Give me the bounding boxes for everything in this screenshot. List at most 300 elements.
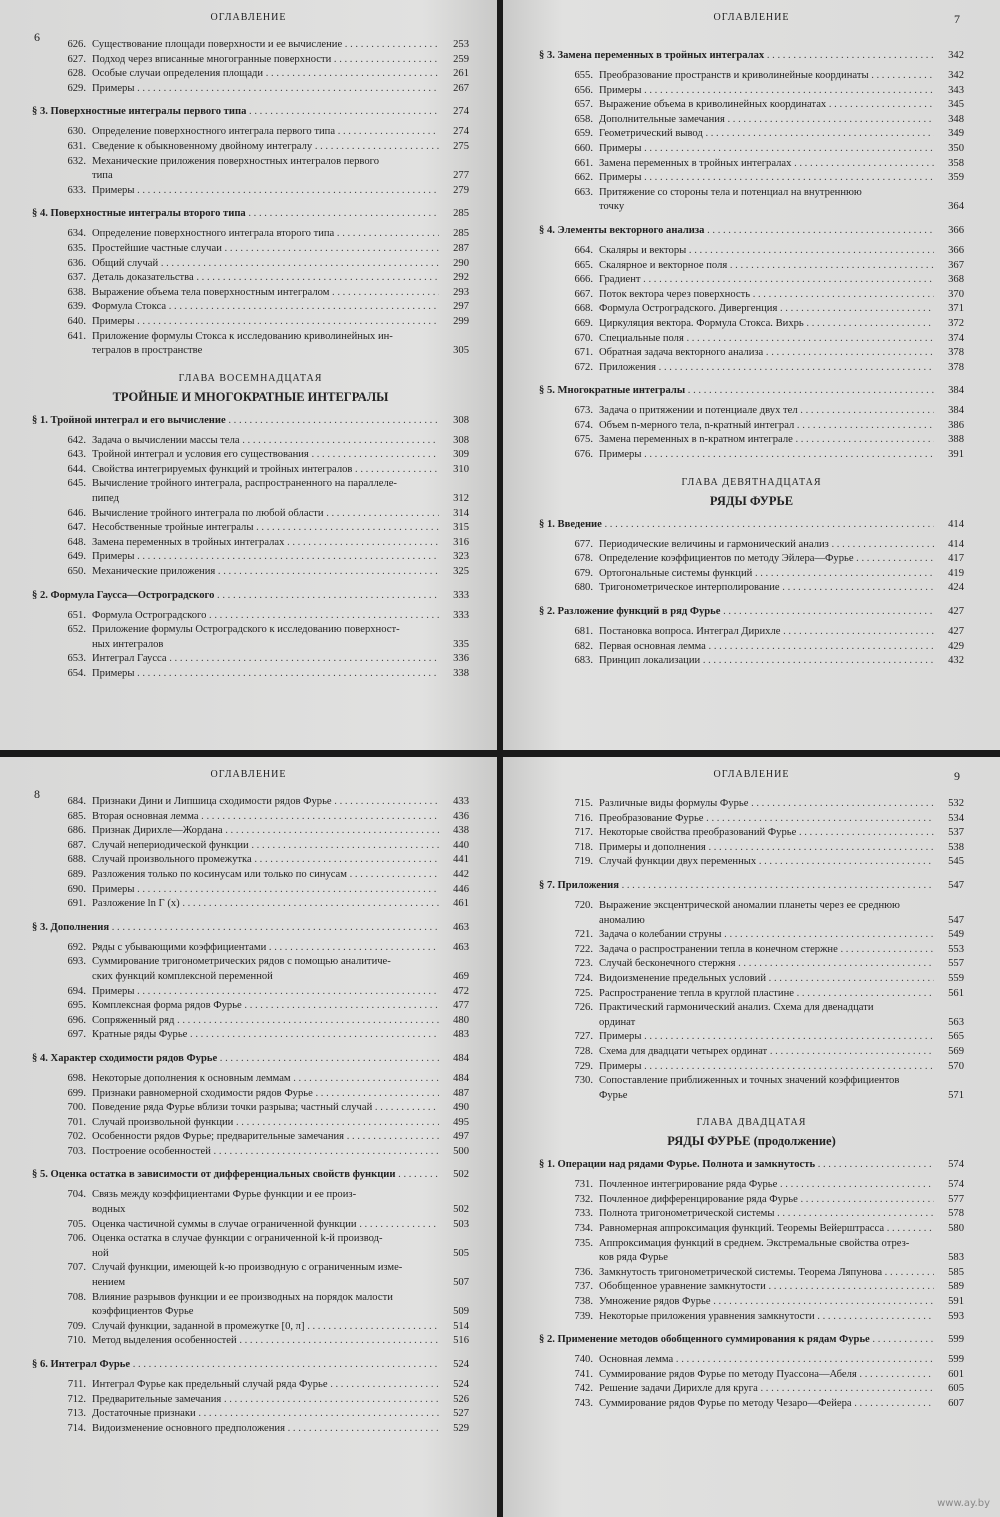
- item-number: 727.: [574, 1031, 593, 1043]
- item-number: 729.: [574, 1060, 593, 1072]
- item-title: Кратные ряды Фурье . . .: [92, 1028, 439, 1043]
- item-number: 661.: [574, 157, 593, 169]
- item-page-number: 359: [948, 172, 964, 184]
- toc-item: [32, 227, 469, 242]
- item-page-number: 549: [948, 929, 964, 941]
- toc-item: [32, 53, 469, 68]
- item-page-number: 500: [453, 1145, 469, 1157]
- item-page-number: 292: [453, 272, 469, 284]
- item-number: 737.: [574, 1281, 593, 1293]
- item-number: 715.: [574, 798, 593, 809]
- toc-item: [539, 1001, 964, 1016]
- item-number: 674.: [574, 419, 593, 431]
- item-page-number: 287: [453, 242, 469, 254]
- item-number: 638.: [67, 286, 86, 298]
- toc-item: [32, 271, 469, 286]
- item-page-number: 574: [948, 1179, 964, 1191]
- item-page-number: 336: [453, 653, 469, 665]
- item-page-number: 578: [948, 1208, 964, 1220]
- item-page-number: 507: [453, 1277, 469, 1289]
- item-title: Достаточные признаки . . .: [92, 1407, 439, 1422]
- page-number: 9: [954, 769, 960, 783]
- item-page-number: 461: [453, 898, 469, 910]
- item-number: 631.: [67, 140, 86, 152]
- toc-item: [539, 625, 964, 640]
- toc-item: [539, 1193, 964, 1208]
- toc-item: [539, 957, 964, 972]
- item-number: 673.: [574, 405, 593, 417]
- item-title: аномалию: [599, 914, 645, 926]
- item-page-number: 310: [453, 463, 469, 475]
- item-number: 706.: [67, 1233, 86, 1245]
- toc-section-heading: [539, 879, 964, 893]
- toc-item-continuation: [32, 169, 469, 184]
- item-title: Примеры . . .: [92, 883, 439, 898]
- item-number: 695.: [67, 1000, 86, 1012]
- section-title: § 4. Характер сходимости рядов Фурье . . .: [32, 1052, 439, 1066]
- item-page-number: 599: [948, 1354, 964, 1366]
- item-number: 644.: [67, 463, 86, 475]
- item-title: Механические приложения . . .: [92, 565, 439, 580]
- item-number: 637.: [67, 272, 86, 284]
- section-title: § 3. Поверхностные интегралы первого типа . . .: [32, 105, 439, 119]
- item-number: 731.: [574, 1179, 593, 1191]
- section-title: § 2. Разложение функций в ряд Фурье . . .: [539, 605, 934, 619]
- item-title: Определение поверхностного интеграла первого типа . . .: [92, 125, 439, 140]
- item-number: 713.: [67, 1408, 86, 1420]
- toc-item: [32, 330, 469, 345]
- top-spread: [0, 0, 1000, 750]
- item-title: Основная лемма . . .: [599, 1353, 934, 1368]
- item-number: 701.: [67, 1116, 86, 1128]
- toc-item: [32, 853, 469, 868]
- item-page-number: 368: [948, 274, 964, 286]
- section-title: § 2. Применение методов обобщенного суммирования к рядам Фурье . . .: [539, 1333, 934, 1347]
- item-number: 696.: [67, 1014, 86, 1026]
- item-page-number: 505: [453, 1247, 469, 1259]
- item-title: Ортогональные системы функций . . .: [599, 567, 934, 582]
- toc-item: [32, 652, 469, 667]
- item-number: 705.: [67, 1218, 86, 1230]
- toc-item: [539, 171, 964, 186]
- item-title: Циркуляция вектора. Формула Стокса. Вихрь . . .: [599, 317, 934, 332]
- toc-item: [32, 1261, 469, 1276]
- item-number: 722.: [574, 943, 593, 955]
- item-title: Замена переменных в тройных интегралах . . .: [92, 536, 439, 551]
- item-number: 742.: [574, 1383, 593, 1395]
- toc-item: [32, 155, 469, 170]
- item-title: Приложение формулы Стокса к исследованию криволинейных ин-: [92, 330, 393, 342]
- toc-item: [32, 897, 469, 912]
- item-title: Вычисление тройного интеграла, распространенного на параллеле-: [92, 478, 397, 490]
- item-page-number: 547: [948, 914, 964, 926]
- item-number: 707.: [67, 1262, 86, 1274]
- item-page-number: 559: [948, 972, 964, 984]
- item-title: Замена переменных в n-кратном интеграле . . .: [599, 433, 934, 448]
- item-page-number: 516: [453, 1335, 469, 1347]
- toc-item-continuation: [32, 1305, 469, 1320]
- item-page-number: 502: [453, 1204, 469, 1216]
- toc-item: [32, 1393, 469, 1408]
- item-title: Объем n-мерного тела, n-кратный интеграл . . .: [599, 419, 934, 434]
- toc-item: [539, 654, 964, 669]
- item-number: 732.: [574, 1193, 593, 1205]
- page-number: 6: [34, 30, 40, 44]
- item-page-number: 342: [948, 70, 964, 81]
- item-number: 692.: [67, 941, 86, 953]
- toc-item: [539, 259, 964, 274]
- item-number: 647.: [67, 522, 86, 534]
- page-7: [503, 0, 1000, 750]
- toc-item: [539, 317, 964, 332]
- item-page-number: 314: [453, 507, 469, 519]
- toc-body: [539, 797, 964, 1412]
- item-title: ординат: [599, 1016, 636, 1028]
- item-page-number: 293: [453, 286, 469, 298]
- toc-item-continuation: [32, 492, 469, 507]
- item-page-number: 532: [948, 798, 964, 809]
- toc-item: [32, 565, 469, 580]
- item-page-number: 580: [948, 1223, 964, 1235]
- toc-item: [539, 84, 964, 99]
- item-title: Предварительные замечания . . .: [92, 1393, 439, 1408]
- item-number: 726.: [574, 1002, 593, 1014]
- item-number: 684.: [67, 796, 86, 807]
- item-page-number: 343: [948, 84, 964, 96]
- toc-item: [539, 1222, 964, 1237]
- item-title: Случай произвольного промежутка . . .: [92, 853, 439, 868]
- item-page-number: 570: [948, 1060, 964, 1072]
- toc-item: [32, 609, 469, 624]
- item-title: Вычисление тройного интеграла по любой области . . .: [92, 507, 439, 522]
- item-page-number: 305: [453, 345, 469, 357]
- item-number: 632.: [67, 155, 86, 167]
- item-number: 699.: [67, 1087, 86, 1099]
- item-title: Некоторые дополнения к основным леммам . . .: [92, 1072, 439, 1087]
- item-number: 662.: [574, 172, 593, 184]
- toc-item: [539, 841, 964, 856]
- toc-section-heading: [32, 1358, 469, 1372]
- section-page-number: 366: [948, 224, 964, 236]
- item-page-number: 364: [948, 201, 964, 213]
- toc-item: [32, 667, 469, 682]
- item-page-number: 571: [948, 1089, 964, 1101]
- item-title: Примеры . . .: [599, 1030, 934, 1045]
- item-page-number: 338: [453, 668, 469, 679]
- item-number: 658.: [574, 113, 593, 125]
- item-page-number: 414: [948, 538, 964, 550]
- item-page-number: 591: [948, 1296, 964, 1308]
- item-title: Замкнутость тригонометрической системы. Теорема Ляпунова . . .: [599, 1266, 934, 1281]
- toc-item: [539, 1280, 964, 1295]
- item-title: Некоторые свойства преобразований Фурье . . .: [599, 826, 934, 841]
- item-page-number: 605: [948, 1383, 964, 1395]
- toc-item: [32, 536, 469, 551]
- toc-body: [539, 40, 964, 669]
- toc-item: [539, 448, 964, 463]
- page-6: [0, 0, 497, 750]
- toc-item: [539, 899, 964, 914]
- item-page-number: 367: [948, 259, 964, 271]
- item-title: Полнота тригонометрической системы . . .: [599, 1207, 934, 1222]
- item-title: Определение поверхностного интеграла второго типа . . .: [92, 227, 439, 242]
- watermark: www.ay.by: [937, 1498, 990, 1509]
- item-page-number: 316: [453, 536, 469, 548]
- item-page-number: 561: [948, 987, 964, 999]
- item-number: 669.: [574, 317, 593, 329]
- item-page-number: 583: [948, 1252, 964, 1264]
- bottom-spread: [0, 757, 1000, 1517]
- item-number: 743.: [574, 1398, 593, 1409]
- item-title: Преобразование Фурье . . .: [599, 812, 934, 827]
- item-title: Сопряженный ряд . . .: [92, 1014, 439, 1029]
- toc-section-heading: [539, 518, 964, 532]
- item-title: Скаляры и векторы . . .: [599, 244, 934, 259]
- section-page-number: 414: [948, 518, 964, 530]
- item-number: 633.: [67, 184, 86, 196]
- item-title: Обратная задача векторного анализа . . .: [599, 346, 934, 361]
- toc-item: [32, 810, 469, 825]
- item-page-number: 433: [453, 796, 469, 807]
- toc-item: [32, 824, 469, 839]
- toc-item: [539, 1060, 964, 1075]
- item-title: Интеграл Фурье как предельный случай ряда Фурье . . .: [92, 1378, 439, 1393]
- item-number: 654.: [67, 668, 86, 679]
- toc-item: [32, 463, 469, 478]
- item-number: 723.: [574, 958, 593, 970]
- item-number: 683.: [574, 655, 593, 667]
- item-page-number: 253: [453, 39, 469, 50]
- item-number: 688.: [67, 854, 86, 866]
- toc-item: [539, 1045, 964, 1060]
- toc-item: [32, 1378, 469, 1393]
- toc-item: [539, 581, 964, 596]
- item-number: 652.: [67, 624, 86, 636]
- item-number: 675.: [574, 434, 593, 446]
- section-page-number: 308: [453, 414, 469, 426]
- item-number: 667.: [574, 288, 593, 300]
- toc-item: [539, 404, 964, 419]
- item-title: типа: [92, 170, 113, 182]
- item-page-number: 438: [453, 825, 469, 837]
- item-page-number: 371: [948, 303, 964, 315]
- item-title: Периодические величины и гармонический анализ . . .: [599, 538, 934, 553]
- item-number: 648.: [67, 536, 86, 548]
- item-number: 677.: [574, 538, 593, 550]
- item-number: 687.: [67, 839, 86, 851]
- item-title: Примеры . . .: [92, 184, 439, 199]
- item-page-number: 446: [453, 883, 469, 895]
- section-page-number: 484: [453, 1052, 469, 1064]
- item-page-number: 348: [948, 113, 964, 125]
- item-number: 709.: [67, 1320, 86, 1332]
- item-title: Специальные поля . . .: [599, 332, 934, 347]
- item-page-number: 290: [453, 257, 469, 269]
- item-page-number: 477: [453, 1000, 469, 1012]
- chapter-title: РЯДЫ ФУРЬЕ (продолжение): [667, 1134, 836, 1149]
- toc-item: [539, 826, 964, 841]
- item-title: Разложения только по косинусам или только по синусам . . .: [92, 868, 439, 883]
- toc-item-continuation: [539, 1016, 964, 1031]
- section-title: § 1. Операции над рядами Фурье. Полнота и замкнутость . . .: [539, 1158, 934, 1172]
- toc-section-heading: [32, 921, 469, 935]
- chapter-label: ГЛАВА ДЕВЯТНАДЦАТАЯ: [681, 476, 822, 488]
- item-page-number: 374: [948, 332, 964, 344]
- item-page-number: 350: [948, 142, 964, 154]
- item-title: Суммирование рядов Фурье по методу Чезаро—Фейера . . .: [599, 1397, 934, 1412]
- item-number: 689.: [67, 868, 86, 880]
- item-title: Комплексная форма рядов Фурье . . .: [92, 999, 439, 1014]
- item-page-number: 391: [948, 449, 964, 461]
- item-number: 651.: [67, 609, 86, 621]
- item-page-number: 514: [453, 1320, 469, 1332]
- item-title: Притяжение со стороны тела и потенциал на внутреннюю: [599, 186, 862, 198]
- section-title: § 3. Замена переменных в тройных интегралах . . .: [539, 49, 934, 63]
- chapter-title: ТРОЙНЫЕ И МНОГОКРАТНЫЕ ИНТЕГРАЛЫ: [112, 389, 389, 404]
- item-title: Почленное интегрирование ряда Фурье . . .: [599, 1178, 934, 1193]
- item-page-number: 553: [948, 943, 964, 955]
- toc-item: [539, 812, 964, 827]
- item-page-number: 429: [948, 640, 964, 652]
- item-number: 635.: [67, 242, 86, 254]
- toc-item: [32, 795, 469, 810]
- toc-section-heading: [539, 605, 964, 619]
- toc-item: [32, 125, 469, 140]
- item-title: Случай произвольной функции . . .: [92, 1116, 439, 1131]
- section-title: § 5. Оценка остатка в зависимости от дифференциальных свойств функции . . .: [32, 1168, 439, 1182]
- item-number: 738.: [574, 1296, 593, 1308]
- section-page-number: 547: [948, 879, 964, 891]
- item-page-number: 526: [453, 1393, 469, 1405]
- toc-item: [539, 1295, 964, 1310]
- item-title: Выражение объема тела поверхностным интегралом . . .: [92, 286, 439, 301]
- toc-item-continuation: [539, 914, 964, 929]
- item-title: Умножение рядов Фурье . . .: [599, 1295, 934, 1310]
- toc-item: [32, 985, 469, 1000]
- item-number: 649.: [67, 551, 86, 563]
- section-page-number: 274: [453, 106, 469, 118]
- item-title: Примеры . . .: [92, 82, 439, 97]
- item-number: 639.: [67, 301, 86, 313]
- item-number: 670.: [574, 332, 593, 344]
- toc-item: [32, 1422, 469, 1437]
- toc-item-continuation: [32, 638, 469, 653]
- item-title: Формула Остроградского . . .: [92, 609, 439, 624]
- item-number: 682.: [574, 640, 593, 652]
- item-page-number: 275: [453, 140, 469, 152]
- item-number: 716.: [574, 812, 593, 824]
- toc-item: [32, 448, 469, 463]
- toc-item: [539, 567, 964, 582]
- item-title: Тригонометрическое интерполирование . . .: [599, 581, 934, 596]
- item-title: Разложение ln Γ (x) . . .: [92, 897, 439, 912]
- item-page-number: 534: [948, 812, 964, 824]
- item-number: 686.: [67, 825, 86, 837]
- item-page-number: 483: [453, 1029, 469, 1041]
- item-page-number: 557: [948, 958, 964, 970]
- item-page-number: 417: [948, 553, 964, 565]
- item-number: 740.: [574, 1354, 593, 1366]
- toc-item: [539, 972, 964, 987]
- toc-item: [32, 257, 469, 272]
- chapter-label: ГЛАВА ВОСЕМНАДЦАТАЯ: [178, 372, 323, 384]
- item-number: 739.: [574, 1310, 593, 1322]
- item-page-number: 285: [453, 228, 469, 240]
- item-number: 741.: [574, 1368, 593, 1380]
- toc-item: [32, 1116, 469, 1131]
- item-title: Обобщенное уравнение замкнутости . . .: [599, 1280, 934, 1295]
- item-title: Свойства интегрируемых функций и тройных интегралов . . .: [92, 463, 439, 478]
- item-title: Принцип локализации . . .: [599, 654, 934, 669]
- toc-section-heading: [539, 384, 964, 398]
- toc-item-continuation: [539, 1089, 964, 1104]
- item-title: Несобственные тройные интегралы . . .: [92, 521, 439, 536]
- page-9: [503, 757, 1000, 1517]
- toc-item: [539, 1368, 964, 1383]
- item-page-number: 503: [453, 1218, 469, 1230]
- item-title: Случай бесконечного стержня . . .: [599, 957, 934, 972]
- item-page-number: 297: [453, 301, 469, 313]
- item-number: 719.: [574, 856, 593, 868]
- toc-item: [32, 1320, 469, 1335]
- item-title: Существование площади поверхности и ее вычисление . . .: [92, 38, 439, 53]
- item-title: Решение задачи Дирихле для круга . . .: [599, 1382, 934, 1397]
- item-page-number: 529: [453, 1422, 469, 1434]
- item-number: 730.: [574, 1075, 593, 1087]
- item-page-number: 274: [453, 126, 469, 138]
- section-title: § 6. Интеграл Фурье . . .: [32, 1358, 439, 1372]
- item-title: Почленное дифференцирование ряда Фурье . . .: [599, 1193, 934, 1208]
- item-number: 681.: [574, 626, 593, 638]
- item-number: 704.: [67, 1189, 86, 1201]
- item-number: 657.: [574, 99, 593, 111]
- item-page-number: 436: [453, 810, 469, 822]
- toc-body: [32, 795, 469, 1436]
- section-page-number: 524: [453, 1359, 469, 1370]
- item-title: Деталь доказательства . . .: [92, 271, 439, 286]
- toc-item: [539, 346, 964, 361]
- item-number: 646.: [67, 507, 86, 519]
- item-title: Примеры . . .: [92, 667, 439, 682]
- item-page-number: 358: [948, 157, 964, 169]
- toc-item: [32, 1291, 469, 1306]
- toc-item-continuation: [32, 1276, 469, 1291]
- item-page-number: 309: [453, 449, 469, 461]
- item-page-number: 388: [948, 434, 964, 446]
- toc-item: [539, 538, 964, 553]
- item-title: Метод выделения особенностей . . .: [92, 1334, 439, 1349]
- toc-item: [539, 855, 964, 870]
- item-number: 663.: [574, 186, 593, 198]
- item-number: 672.: [574, 361, 593, 373]
- item-title: Выражение эксцентрической аномалии планеты через ее среднюю: [599, 899, 900, 911]
- item-title: Схема для двадцати четырех ординат . . .: [599, 1045, 934, 1060]
- item-page-number: 440: [453, 839, 469, 851]
- item-page-number: 463: [453, 941, 469, 953]
- item-number: 678.: [574, 553, 593, 565]
- toc-section-heading: [32, 105, 469, 119]
- toc-item: [32, 184, 469, 199]
- toc-section-heading: [539, 1333, 964, 1347]
- toc-item: [32, 1334, 469, 1349]
- item-page-number: 370: [948, 288, 964, 300]
- item-title: Примеры . . .: [599, 448, 934, 463]
- item-page-number: 308: [453, 434, 469, 446]
- item-title: Задача о притяжении и потенциале двух тел . . .: [599, 404, 934, 419]
- item-title: Сведение к обыкновенному двойному интегралу . . .: [92, 140, 439, 155]
- item-number: 728.: [574, 1045, 593, 1057]
- item-page-number: 442: [453, 868, 469, 880]
